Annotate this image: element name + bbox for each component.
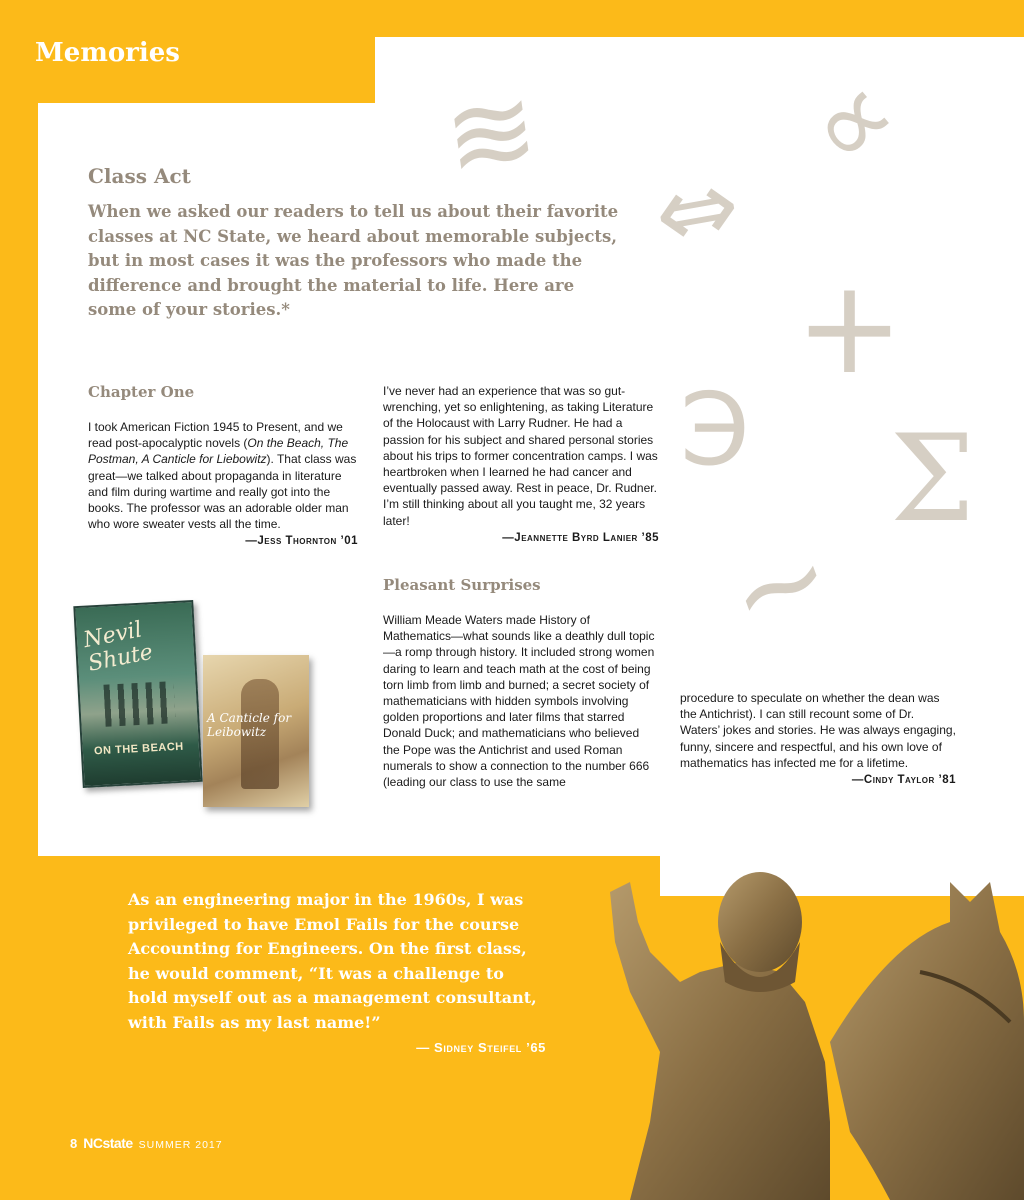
pleasant-surprises-continued	[680, 690, 956, 786]
pleasant-surprises-text-part1: William Meade Waters made History of Mathematics—what sounds like a deathly dull topic—a romp through history. It included strong women daring to learn and teach math at the cost of being torn limb from limb and burned; a secret society of mathematicians with hidden symbols involving golden proportions and later films that starred Donald Duck; and mathematicians who believed the Pope was the Antichrist and used Roman numerals to show a connection to the number 666 (leading our class to use the same	[383, 613, 655, 790]
pleasant-surprises-byline: —Cindy Taylor ’81	[851, 774, 956, 787]
pleasant-surprises-column	[383, 576, 659, 790]
pleasant-surprises-title: Pleasant Surprises	[383, 576, 541, 594]
pull-quote: As an engineering major in the 1960s, I was privileged to have Emol Fails for the course Accounting for Engineers. On the first class, he would comment, “It was a challenge to hold myself out as a management consultant, with Fails as my last name!”	[128, 890, 537, 1032]
rudner-column	[383, 383, 659, 544]
chapter-one-column	[88, 383, 358, 547]
chapter-one-byline: —Jess Thornton ’01	[245, 535, 358, 548]
on-the-beach-book-cover	[73, 600, 202, 788]
issue-label: SUMMER 2017	[138, 1139, 223, 1151]
pull-quote-byline: — Sidney Steifel ’65	[416, 1040, 546, 1055]
book1-figures	[103, 681, 175, 727]
double-arrow-symbol-icon: ⇔	[645, 144, 749, 275]
article-heading: Class Act	[88, 164, 191, 188]
plus-symbol-icon: +	[795, 251, 904, 403]
page-number: 8	[70, 1136, 78, 1151]
tilde-symbol-icon: ~	[709, 503, 852, 669]
book2-title: A Canticle for Leibowitz	[207, 711, 292, 739]
rudner-byline: —Jeannette Byrd Lanier ’85	[502, 531, 659, 544]
chapter-one-text	[88, 419, 358, 532]
magazine-logo: NCstate	[83, 1135, 133, 1151]
article-intro: When we asked our readers to tell us about their favorite classes at NC State, we heard about memorable subjects, but in most cases it was the professors who made the difference and brought the material to life. Here are some of your stories.*	[88, 202, 619, 319]
chapter-one-title: Chapter One	[88, 383, 195, 401]
page-footer	[70, 1135, 223, 1151]
approx-symbol-icon: ≋	[436, 63, 546, 203]
proportional-symbol-icon: ∝	[780, 46, 923, 196]
book1-author: Nevil Shute	[81, 617, 155, 677]
section-title: Memories	[35, 38, 180, 68]
chapter-one-text-part1: I took American Fiction 1945 to Present, and we read post-apocalyptic novels (	[88, 420, 343, 451]
chapter-one-book-titles: On the Beach, The Postman, A Canticle for Liebowitz	[88, 436, 349, 467]
book1-title: ON THE BEACH	[93, 740, 184, 758]
pleasant-surprises-text-part2: procedure to speculate on whether the dean was the Antichrist). I can still recount some of Dr. Waters’ jokes and stories. He was always engaging, funny, sincere and respectful, and his own love of mathematics has infected me for a lifetime.	[680, 691, 956, 770]
chapter-one-text-part2: ). That class was great—we talked about propaganda in literature and film during wartime and really got into the books. The professor was an adorable older man who wore sweater vests all the time.	[88, 452, 357, 532]
epsilon-symbol-icon: Є	[680, 371, 750, 488]
sigma-symbol-icon: Σ	[890, 410, 975, 549]
canticle-book-cover	[203, 655, 309, 807]
rudner-text: I’ve never had an experience that was so gut-wrenching, yet so enlightening, as taking Literature of the Holocaust with Larry Rudner. He had a passion for his subject and shared personal stories about his trips to former concentration camps. I was heartbroken when I learned he had cancer and eventually passed away. Rest in peace, Dr. Rudner. I’m still thinking about all you taught me, 32 years later!	[383, 384, 658, 528]
equestrian-statue-image	[590, 862, 1024, 1200]
